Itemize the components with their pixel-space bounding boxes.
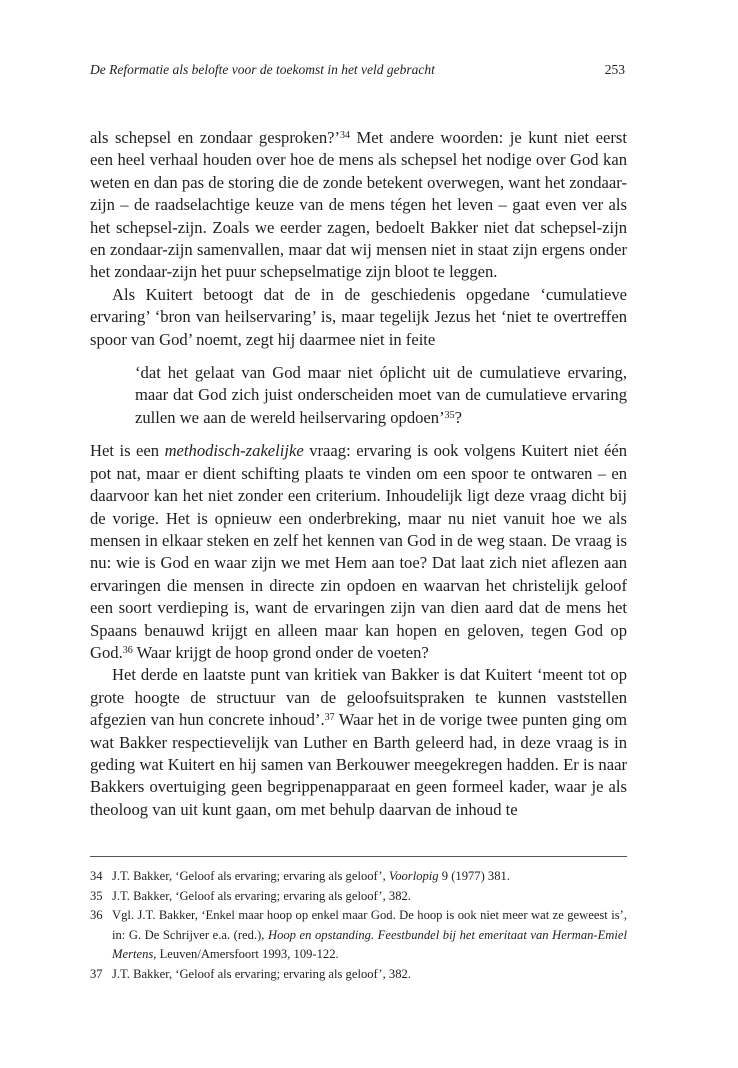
paragraph-3: Het is een methodisch-zakelijke vraag: ervaring is ook volgens Kuitert niet één pot nat, maar er dient schifting plaats te vinden om een spoor te ontwaren – en daarvoor kan het niet zonder een criterium. Inhoudelijk ligt deze vraag dicht bij de vorige. Het is opnieuw een onderbreking, maar nu niet vanuit hoe we als mensen in elkaar steken en zelf het kennen van God in de weg staan. De vraag is nu: wie is God en waar zijn we met Hem aan toe? Dat laat zich niet aflezen aan ervaringen die mensen in directe zin opdoen en waarvan het christelijk geloof een soort verdieping is, want de ervaringen zijn van dien aard dat de mens het Spaans benauwd krijgt en alleen maar kan hopen en geloven, tegen God op God.$^{36}$ Waar krijgt de hoop grond onder de voeten?: [90, 441, 628, 662]
footnote-34: 34 J.T. Bakker, ‘Geloof als ervaring; ervaring als geloof’, Voorlopig 9 (1977) 381.: [90, 867, 627, 887]
footnotes: [90, 867, 627, 985]
footnote-ref-34[interactable]: 34: [340, 130, 351, 141]
running-title: De Reformatie als belofte voor de toekomst in het veld gebracht: [90, 62, 435, 77]
page-number: 253: [604, 62, 625, 77]
block-quote: ‘dat het gelaat van God maar niet óplicht uit de cumulatieve ervaring, maar dat God zich juist onderscheiden moet van de cumulatieve ervaring zullen we aan de wereld heilservaring opdoen’$^{35}$?: [135, 363, 627, 427]
footnote-35: 35 J.T. Bakker, ‘Geloof als ervaring; ervaring als geloof’, 382.: [90, 887, 627, 907]
paragraph-4: Het derde en laatste punt van kritiek van Bakker is dat Kuitert ‘meent tot op grote hoogte de structuur van de geloofsuitspraken te kunnen vaststellen afgezien van hun concrete inhoud’.$^{37}$ Waar het in de vorige twee punten ging om wat Bakker respectievelijk van Luther en Barth geleerd had, in deze vraag is in geding wat Kuitert en hij samen van Berkouwer meegekregen hadden. Er is naar Bakkers overtuiging geen begrippenapparaat en geen formeel kader, waar je als theoloog van uit kunt gaan, om met behulp daarvan de inhoud te: [90, 665, 627, 819]
paragraph-1: als schepsel en zondaar gesproken?’$^{34}$ Met andere woorden: je kunt niet eerst een heel verhaal houden over hoe de mens als schepsel het nodige over God kan weten en dan pas de storing die de zonde betekent overwegen, want het zondaar-zijn – de raadselachtige keuze van de mens tégen het leven – gaat even ver als het schepsel-zijn. Zoals we eerder zagen, bedoelt Bakker niet dat schepsel-zijn en zondaar-zijn samenvallen, maar dat wij mensen niet in staat zijn ergens onder het zondaar-zijn het puur schepselmatige zijn bloot te leggen.: [90, 128, 627, 282]
footnote-divider: [90, 856, 627, 857]
footnote-number: 37: [90, 966, 103, 981]
footnote-ref-35[interactable]: 35: [444, 409, 455, 421]
footnote-36: 36 Vgl. J.T. Bakker, ‘Enkel maar hoop op enkel maar God. De hoop is ook niet meer wat ze geweest is’, in: G. De Schrijver e.a. (red.), Hoop en opstanding. Feestbundel bij het emeritaat van Herman-Emiel Mertens, Leuven/Amersfoort 1993, 109-122.: [90, 906, 627, 965]
footnote-ref-36[interactable]: 36: [122, 644, 133, 656]
footnote-number: 35: [90, 888, 103, 903]
footnote-37: 37 J.T. Bakker, ‘Geloof als ervaring; ervaring als geloof’, 382.: [90, 965, 627, 985]
footnote-number: 36: [90, 908, 103, 923]
paragraph-2: Als Kuitert betoogt dat de in de geschiedenis opgedane ‘cumulatieve ervaring’ ‘bron van heilservaring’ is, maar tegelijk Jezus het ‘niet te overtreffen spoor van God’ noemt, zegt hij daarmee niet in feite: [90, 284, 627, 349]
main-text: [90, 127, 627, 821]
footnote-number: 34: [90, 869, 103, 883]
footnote-ref-37[interactable]: 37: [324, 712, 335, 724]
